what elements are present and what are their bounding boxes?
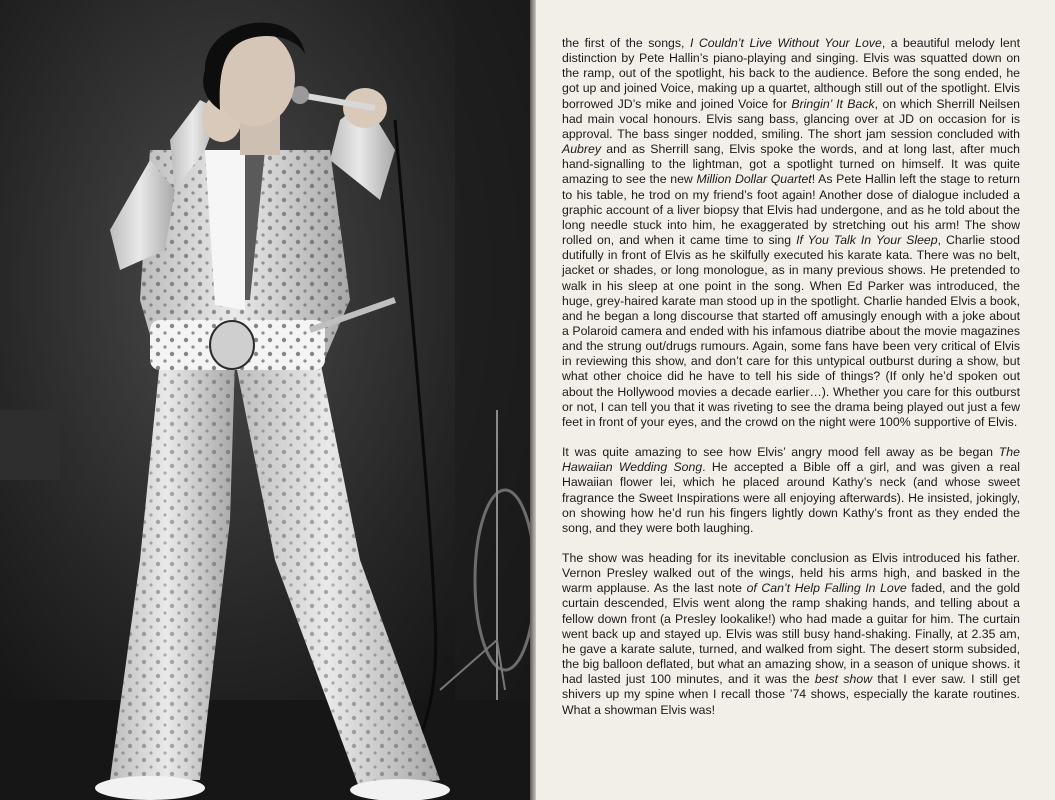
paragraph-text: ! As Pete Hallin left the stage to return to his table, he trod on my friend’s foot again! Another dose of dialogue included a graphic account of a liver biopsy that Elvis had undergone, and as he told about the long needle stuck into him, he exaggerated by stretching out his arm! The show rolled on, and when it came time to sing bbox=[562, 172, 1021, 248]
paragraph-text: faded, and the gold curtain descended, Elvis went along the ramp shaking hands, and telling about a fellow down front (a Presley lookalike!) who had made a guitar for him. The curtain went back up and stayed up. Elvis was still busy hand-shaking. Finally, at 2.35 am, he gave a karate salute, turned, and walked from sight. The desert storm subsided, the big balloon deflated, but what an amazing show, in a season of unique shows. it had lasted just 100 minutes, and it was the bbox=[562, 581, 1020, 687]
song-title: Million Dollar Quartet bbox=[696, 172, 812, 187]
song-title: I Couldn’t Live Without Your Love bbox=[689, 36, 882, 50]
paragraph-text: , on which Sherrill Neilsen had main vocal honours. Elvis sang bass, glancing over at JD on occasion for is approval. The bass singer nodded, smiling. The short jam session concluded with bbox=[562, 96, 1020, 141]
paragraph-text: , Charlie stood dutifully in front of Elvis as he skilfully executed his karate kata. There was no belt, jacket or shades, or long monologue, as in many previous shows. He pretended to walk in his sleep at one point in the song. When Ed Parker was introduced, the huge, grey-haired karate man stood up in the spotlight. Charlie handed Elvis a book, and he began a long discourse that started off amusingly enough with a joke about a Polaroid camera and ended with his infamous diatribe about the movie magazines and the strung out/drugs rumours. Again, some fans have been very critical of Elvis in reviewing this show, and don’t care for this untypical outburst during a show, but what other choice did he have to tell his side of things? (If only he’d spoken out about the Hollywood movies a decade earlier…). Whether you care for this outburst or not, I can tell you that it was riveting to see the drama being played out just a few feet in front of your eyes, and the crowd on the night were 100% supportive of Elvis. bbox=[562, 233, 1020, 429]
paragraph-text: The show was heading for its inevitable conclusion as Elvis introduced his father. Vernon Presley walked out of the wings, held his arms high, and basked in the warm applause. As the last note bbox=[562, 551, 1020, 596]
article-paragraph bbox=[562, 36, 1020, 430]
paragraph-text: and as Sherrill sang, Elvis spoke the words, and at long last, after much hand-signalling to the lightman, got a spotlight turned on himself. It was quite amazing to see the new bbox=[562, 142, 1020, 187]
paragraph-text: It was quite amazing to see how Elvis’ angry mood fell away as be began bbox=[562, 445, 999, 460]
paragraph-text: the first of the songs, bbox=[562, 36, 690, 50]
song-title: of Can’t Help Falling In Love bbox=[746, 581, 907, 596]
paragraph-text: that I ever saw. I still get shivers up my spine when I recall those ’74 shows, especially the karate routines. What a showman Elvis was! bbox=[562, 672, 1020, 717]
article-page bbox=[536, 0, 1055, 800]
song-title: Bringin’ It Back bbox=[791, 96, 875, 111]
song-title: The Hawaiian Wedding Song bbox=[562, 445, 1020, 475]
song-title: Aubrey bbox=[562, 142, 601, 157]
article-paragraph bbox=[562, 445, 1020, 536]
paragraph-text: , a beautiful melody lent distinction by Pete Hallin’s piano-playing and singing. Elvis was squatted down on the ramp, out of the spotlight, his back to the audience. Before the song ended, he got up and joined Voice, making up a quartet, although still out of the spotlight. Elvis borrowed JD’s mike and joined Voice for bbox=[562, 36, 1020, 111]
paragraph-text: . He accepted a Bible off a girl, and was given a real Hawaiian flower lei, which he placed around Kathy’s neck (and whose sweet fragrance the Sweet Inspirations were all enjoying afterwards). He insisted, jokingly, on showing how he’d run his fingers lightly down Kathy’s front as they ended the song, and they were both laughing. bbox=[562, 460, 1020, 535]
article-body bbox=[562, 36, 1020, 733]
article-paragraph bbox=[562, 551, 1020, 718]
song-title: If You Talk In Your Sleep bbox=[796, 233, 938, 248]
song-title: best show bbox=[814, 672, 873, 687]
